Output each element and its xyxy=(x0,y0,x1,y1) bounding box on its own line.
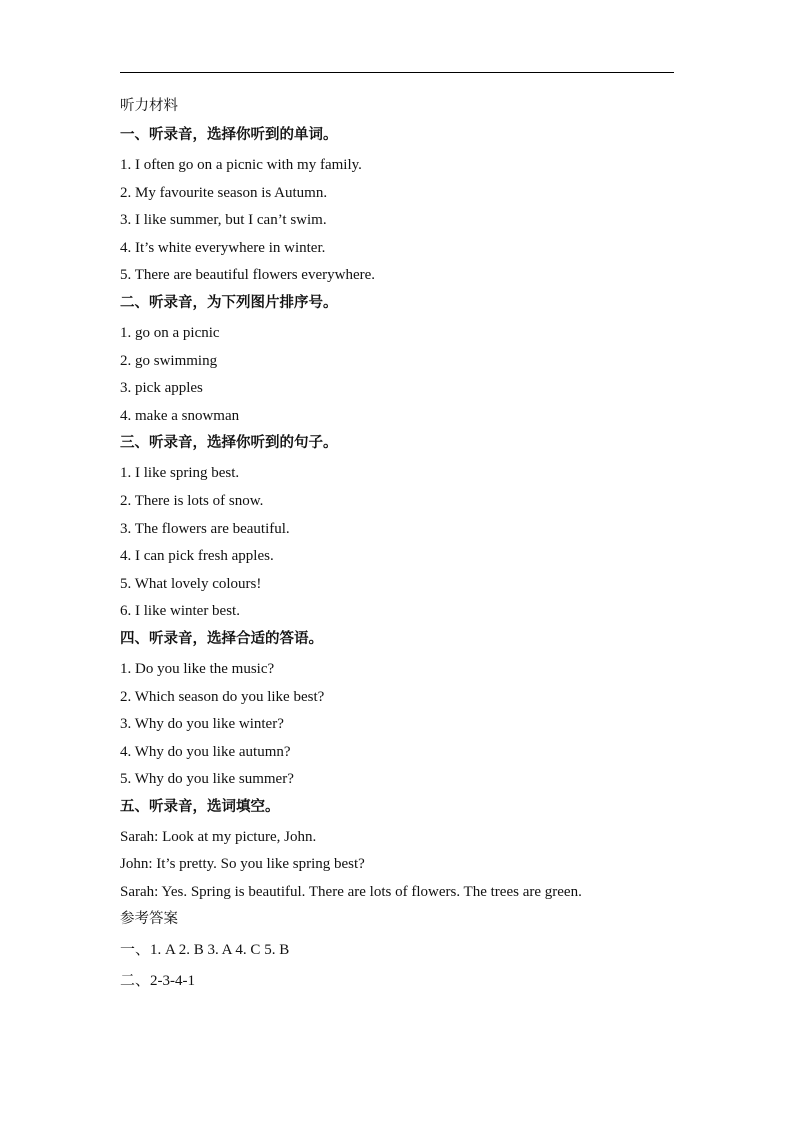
section-1-item: 2. My favourite season is Autumn. xyxy=(120,184,328,201)
dialogue-line: John: It’s pretty. So you like spring best? xyxy=(120,856,365,873)
document-title: 听力材料 xyxy=(120,98,178,114)
dialogue-line: Sarah: Yes. Spring is beautiful. There are lots of flowers. The trees are green. xyxy=(120,884,582,901)
header-rule xyxy=(120,72,674,73)
section-2-item: 2. go swimming xyxy=(120,352,218,369)
section-4-heading: 四、听录音，选择合适的答语。 xyxy=(120,630,323,647)
section-2-item: 4. make a snowman xyxy=(120,407,240,424)
section-2-item: 3. pick apples xyxy=(120,380,203,397)
section-4-item: 3. Why do you like winter? xyxy=(120,716,284,733)
section-2-heading: 二、听录音，为下列图片排序号。 xyxy=(120,294,338,311)
answer-line: 二、2-3-4-1 xyxy=(120,972,195,989)
document-body xyxy=(120,94,680,997)
section-4-item: 5. Why do you like summer? xyxy=(120,771,294,788)
section-1-item: 3. I like summer, but I can’t swim. xyxy=(120,212,327,229)
dialogue-line: Sarah: Look at my picture, John. xyxy=(120,828,317,845)
section-1-item: 1. I often go on a picnic with my family. xyxy=(120,157,362,173)
section-3-heading: 三、听录音，选择你听到的句子。 xyxy=(120,435,338,452)
section-1-heading: 一、听录音，选择你听到的单词。 xyxy=(120,127,338,143)
answer-line: 一、1. A 2. B 3. A 4. C 5. B xyxy=(120,941,290,958)
section-1-item: 4. It’s white everywhere in winter. xyxy=(120,239,326,256)
section-4-item: 2. Which season do you like best? xyxy=(120,688,325,705)
section-2-item: 1. go on a picnic xyxy=(120,324,220,341)
section-3-item: 3. The flowers are beautiful. xyxy=(120,520,290,537)
section-5-heading: 五、听录音，选词填空。 xyxy=(120,798,280,815)
section-3-item: 5. What lovely colours! xyxy=(120,575,262,592)
section-4-item: 4. Why do you like autumn? xyxy=(120,743,291,760)
answers-title: 参考答案 xyxy=(120,910,178,927)
section-4-item: 1. Do you like the music? xyxy=(120,660,275,677)
section-3-item: 4. I can pick fresh apples. xyxy=(120,548,274,565)
section-1-item: 5. There are beautiful flowers everywhere. xyxy=(120,267,376,284)
section-3-item: 6. I like winter best. xyxy=(120,603,240,620)
section-3-item: 2. There is lots of snow. xyxy=(120,492,264,509)
section-3-item: 1. I like spring best. xyxy=(120,465,240,482)
